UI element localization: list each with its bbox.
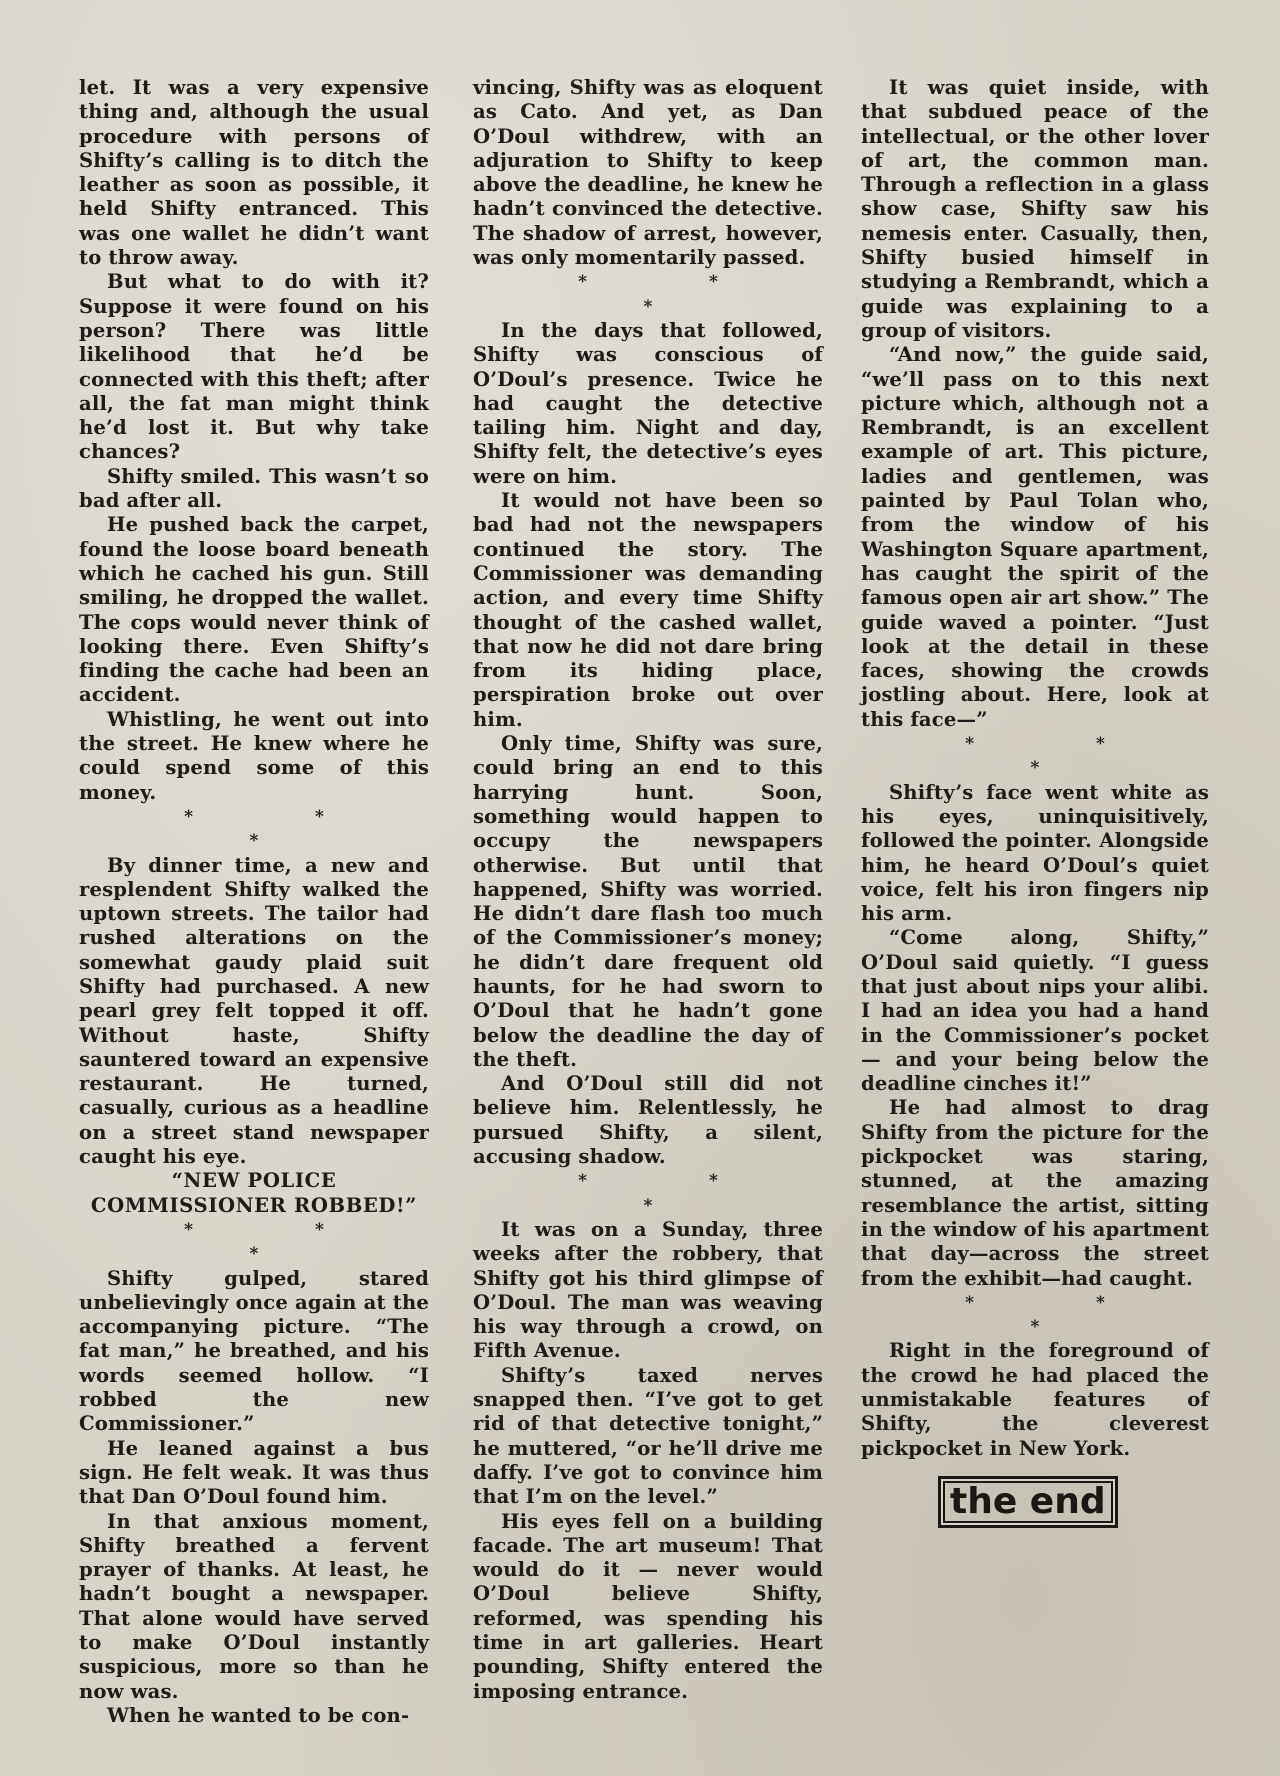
story-paragraph: Shifty’s face went white as his eyes, uninquisitively, followed the pointer. Alongside him, he heard O’Doul’s quiet voice, felt his iron fingers nip his arm. — [861, 780, 1209, 926]
story-paragraph: In that anxious moment, Shifty breathed a fervent prayer of thanks. At least, he hadn’t bought a newspaper. That alone would have served to make O’Doul instantly suspicious, more so than he now was. — [79, 1509, 429, 1703]
story-paragraph: Only time, Shifty was sure, could bring an end to this harrying hunt. Soon, something would happen to occupy the newspapers otherwise. But until that happened, Shifty was worried. He didn’t dare flash too much of the Commissioner’s money; he didn’t dare frequent old haunts, for he had sworn to O’Doul that he hadn’t gone below the deadline the day of the theft. — [473, 732, 823, 1071]
story-paragraph: Whistling, he went out into the street. He knew where he could spend some of this money. — [79, 707, 429, 804]
story-paragraph: let. It was a very expensive thing and, although the usual procedure with persons of Shifty’s calling is to ditch the leather as soon as possible, it held Shifty entranced. This was one wallet he didn’t want to throw away. — [79, 76, 429, 270]
story-paragraph: But what to do with it? Suppose it were found on his person? There was little likelihood that he’d be connected with this theft; after all, the fat man might think he’d lost it. But why take chances? — [79, 270, 429, 464]
story-paragraph: vincing, Shifty was as eloquent as Cato. And yet, as Dan O’Doul withdrew, with an adjuration to Shifty to keep above the deadline, he knew he hadn’t convinced the detective. The shadow of arrest, however, was only momentarily passed. — [473, 76, 823, 270]
story-paragraph: Shifty gulped, stared unbelievingly once again at the accompanying picture. “The fat man,” he breathed, and his words seemed hollow. “I robbed the new Commissioner.” — [79, 1266, 429, 1436]
text-column-3 — [861, 76, 1209, 1461]
story-paragraph: It was on a Sunday, three weeks after the robbery, that Shifty got his third glimpse of O’Doul. The man was weaving his way through a crowd, on Fifth Avenue. — [473, 1217, 823, 1363]
story-paragraph: In the days that followed, Shifty was conscious of O’Doul’s presence. Twice he had caught the detective tailing him. Night and day, Shifty felt, the detective’s eyes were on him. — [473, 318, 823, 488]
story-paragraph: Right in the foreground of the crowd he had placed the unmistakable features of Shifty, the cleverest pickpocket in New York. — [861, 1339, 1209, 1460]
story-paragraph: It was quiet inside, with that subdued peace of the intellectual, or the other lover of art, the common man. Through a reflection in a glass show case, Shifty saw his nemesis enter. Casually, then, Shifty busied himself in studying a Rembrandt, which a guide was explaining to a group of visitors. — [861, 76, 1209, 342]
story-paragraph: He leaned against a bus sign. He felt weak. It was thus that Dan O’Doul found him. — [79, 1436, 429, 1509]
story-paragraph: His eyes fell on a building facade. The art museum! That would do it — never would O’Doul believe Shifty, reformed, was spending his time in art galleries. Heart pounding, Shifty entered the imposing entrance. — [473, 1509, 823, 1703]
newspaper-headline: “NEW POLICE COMMISSIONER ROBBED!” — [90, 1169, 418, 1217]
story-paragraph: He pushed back the carpet, found the loose board beneath which he cached his gun. Still smiling, he dropped the wallet. The cops would never think of looking there. Even Shifty’s finding the cache had been an accident. — [79, 513, 429, 707]
section-break-stars: * * * — [965, 1292, 1163, 1338]
story-paragraph: And O’Doul still did not believe him. Relentlessly, he pursued Shifty, a silent, accusing shadow. — [473, 1072, 823, 1169]
story-paragraph: It would not have been so bad had not the newspapers continued the story. The Commissioner was demanding action, and every time Shifty thought of the cashed wallet, that now he did not dare bring from its hiding place, perspiration broke out over him. — [473, 489, 823, 731]
section-break-stars: * * * — [965, 734, 1163, 779]
section-break-stars: * * * — [184, 1219, 382, 1265]
story-paragraph: He had almost to drag Shifty from the picture for the pickpocket was staring, stunned, at the amazing resemblance the artist, sitting in the window of his apartment that day—across the street from the exhibit—had caught. — [861, 1096, 1209, 1290]
story-paragraph: By dinner time, a new and resplendent Shifty walked the uptown streets. The tailor had rushed alterations on the somewhat gaudy plaid suit Shifty had purchased. A new pearl grey felt topped it off. Without haste, Shifty sauntered toward an expensive restaurant. He turned, casually, curious as a headline on a street stand newspaper caught his eye. — [79, 853, 429, 1169]
text-column-1 — [79, 76, 429, 1728]
story-paragraph: Shifty smiled. This wasn’t so bad after all. — [79, 464, 429, 513]
story-paragraph: Shifty’s taxed nerves snapped then. “I’ve got to get rid of that detective tonight,” he muttered, “or he’ll drive me daffy. I’ve got to convince him that I’m on the level.” — [473, 1363, 823, 1509]
story-paragraph: “Come along, Shifty,” O’Doul said quietly. “I guess that just about nips your alibi. I had an idea you had a hand in the Commissioner’s pocket — and your being below the deadline cinches it!” — [861, 926, 1209, 1096]
text-column-2 — [473, 76, 823, 1704]
story-paragraph: “And now,” the guide said, “we’ll pass on to this next picture which, although not a Rembrandt, is an excellent example of art. This picture, ladies and gentlemen, was painted by Paul Tolan who, from the window of his Washington Square apartment, has caught the spirit of the famous open air art show.” The guide waved a pointer. “Just look at the detail in these faces, showing the crowds jostling about. Here, look at this face—” — [861, 343, 1209, 731]
section-break-stars: * * * — [578, 1171, 776, 1216]
story-paragraph: When he wanted to be con- — [107, 1703, 410, 1727]
section-break-stars: * * * — [578, 272, 776, 317]
the-end-box: the end — [938, 1476, 1118, 1528]
section-break-stars: * * * — [184, 806, 382, 852]
